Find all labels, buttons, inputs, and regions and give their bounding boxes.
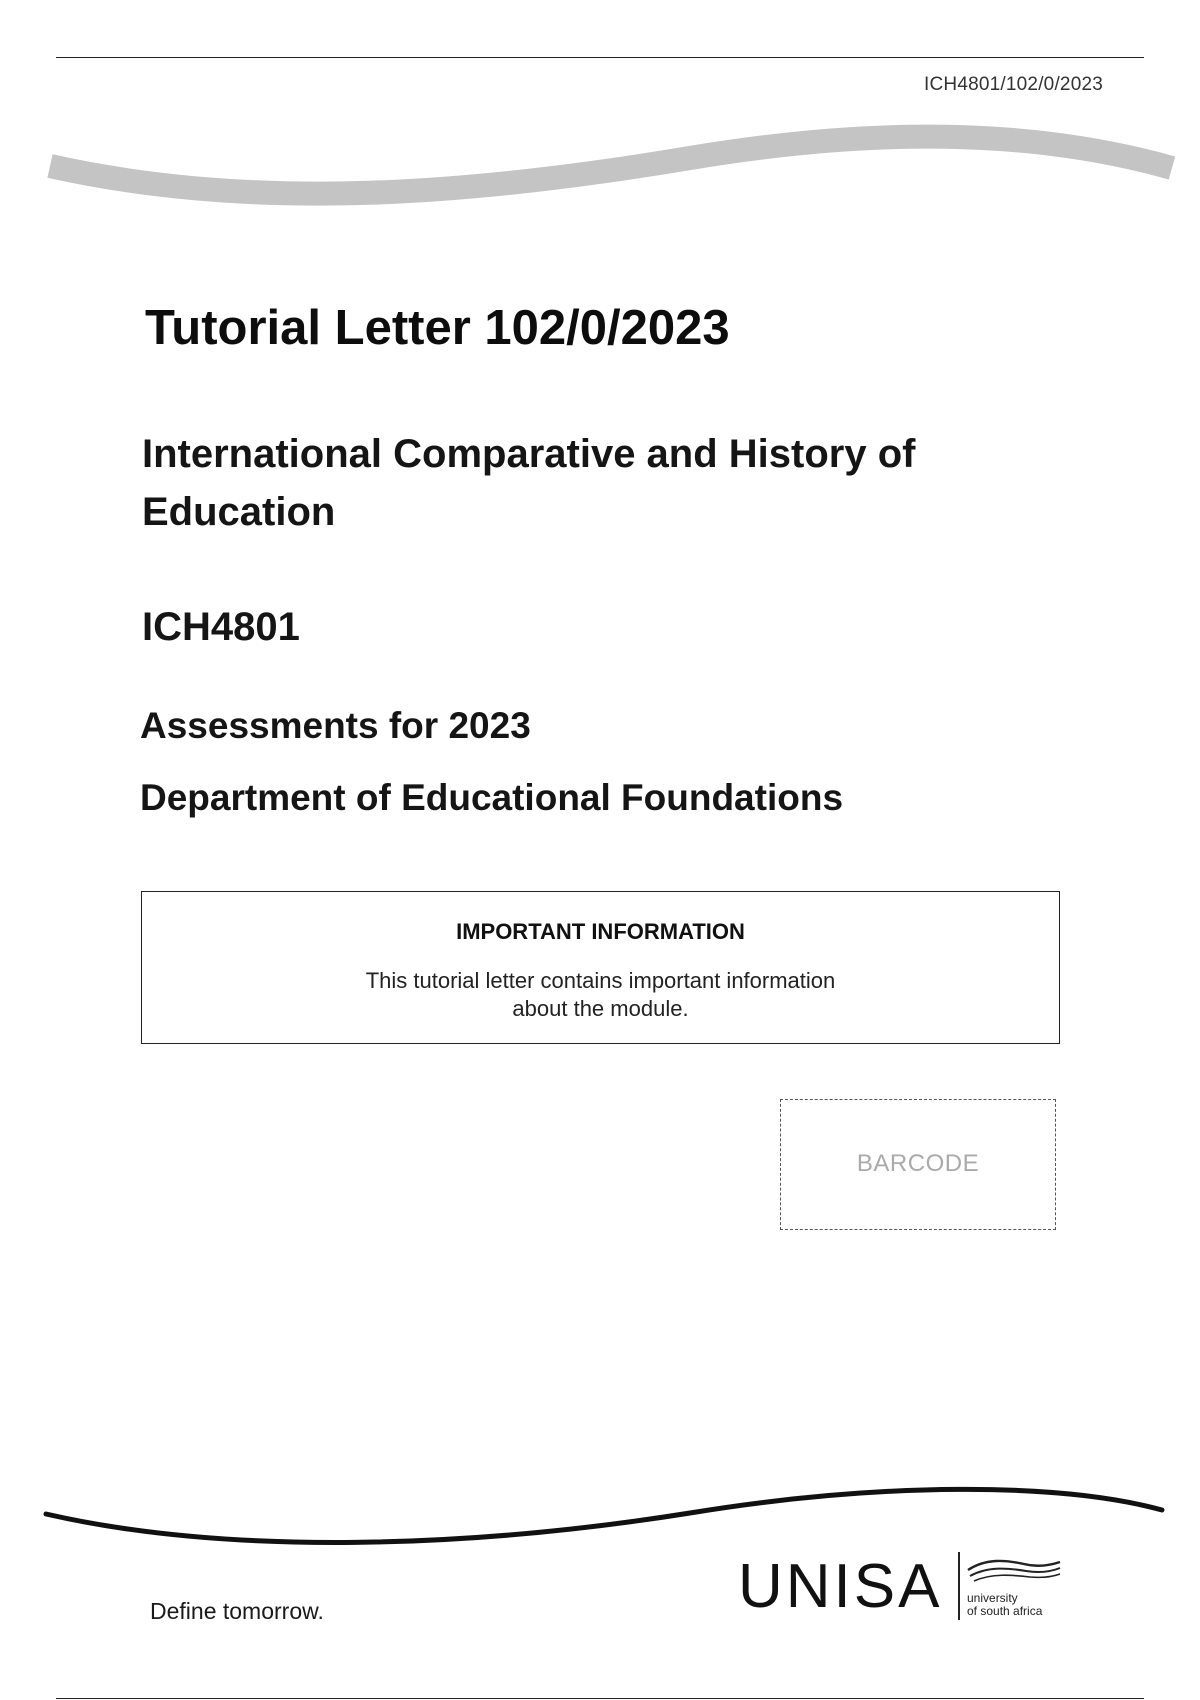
important-information-line-2: about the module.: [512, 996, 689, 1021]
barcode-label: BARCODE: [856, 1150, 980, 1177]
module-code: ICH4801: [142, 605, 300, 649]
document-reference: ICH4801/102/0/2023: [924, 74, 1103, 95]
important-information-text: [142, 967, 1059, 1023]
footer-slogan: Define tomorrow.: [150, 1598, 324, 1624]
important-information-line-1: This tutorial letter contains important information: [365, 968, 836, 993]
unisa-wordmark: UNISA: [738, 1552, 943, 1621]
tutorial-letter-title: Tutorial Letter 102/0/2023: [145, 301, 730, 355]
department-name: Department of Educational Foundations: [140, 777, 844, 818]
bottom-rule: [56, 1698, 1144, 1699]
unisa-subtitle-line-1: university: [967, 1591, 1018, 1605]
unisa-logo: [738, 1548, 1068, 1628]
important-information-heading: IMPORTANT INFORMATION: [456, 919, 745, 944]
barcode-placeholder: [780, 1099, 1056, 1230]
logo-divider: [958, 1552, 960, 1620]
module-name: International Comparative and History of Education: [142, 432, 916, 534]
assessments-heading: Assessments for 2023: [140, 705, 531, 746]
unisa-subtitle: [967, 1592, 1042, 1618]
important-information-box: [141, 891, 1060, 1044]
unisa-subtitle-line-2: of south africa: [967, 1604, 1043, 1618]
top-wave-decoration: [0, 118, 1200, 230]
unisa-emblem-icon: [966, 1556, 1062, 1582]
top-rule: [56, 57, 1144, 58]
